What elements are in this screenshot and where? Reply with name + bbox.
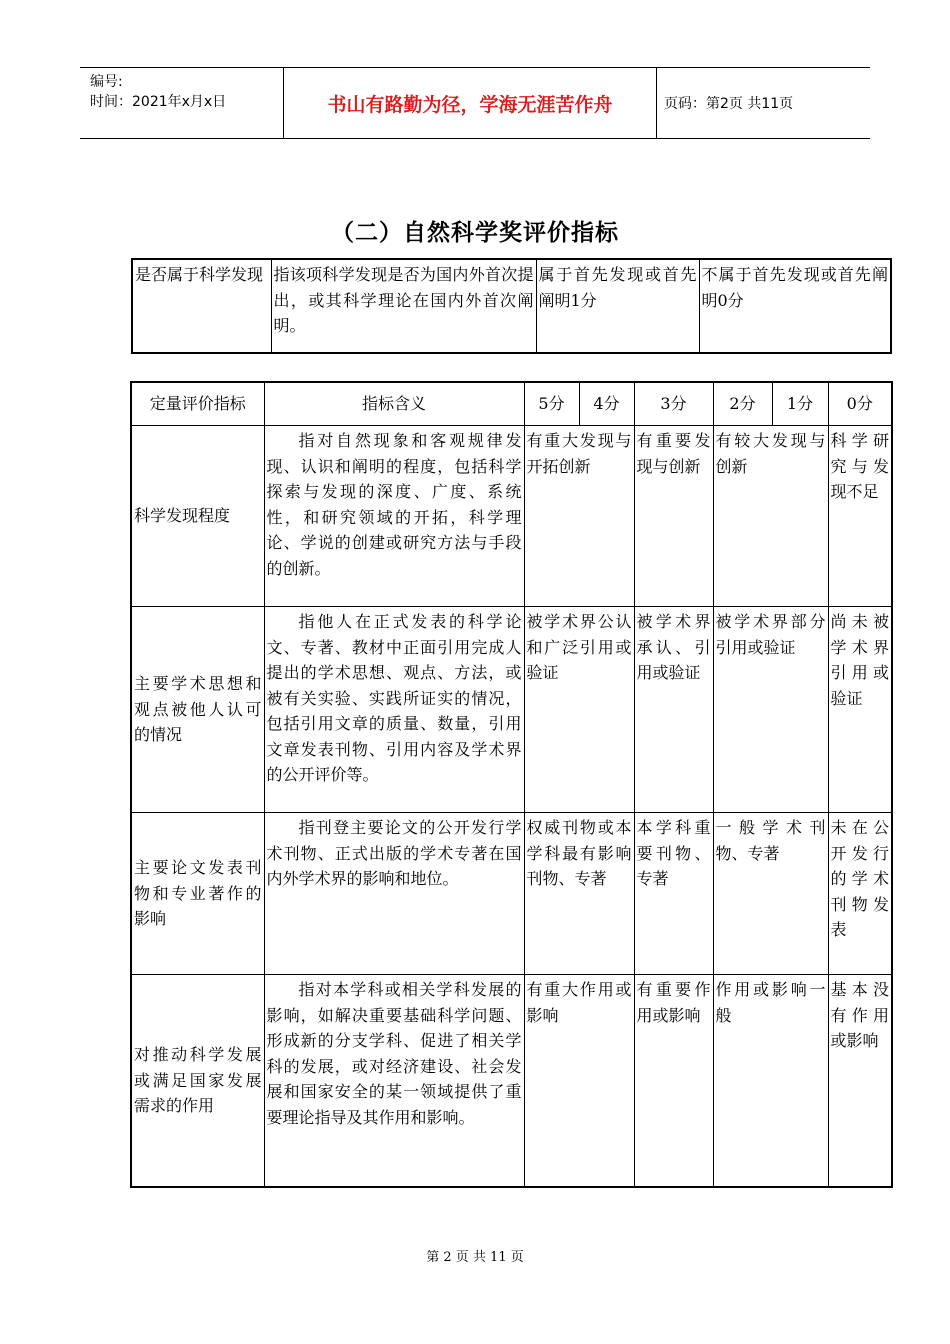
indicator-name: 对推动科学发展或满足国家发展需求的作用 xyxy=(131,975,264,1188)
qualitative-meaning: 指该项科学发现是否为国内外首次提出，或其科学理论在国内外首次阐明。 xyxy=(271,259,536,353)
header-page-info: 页码：第2页 共11页 xyxy=(664,96,794,112)
header-motto: 书山有路勤为径，学海无涯苦作舟 xyxy=(283,68,657,138)
score-0-cell: 基本没有作用或影响 xyxy=(828,975,892,1188)
header-score-3: 3分 xyxy=(634,382,713,426)
page-footer: 第 2 页 共 11 页 xyxy=(426,1250,524,1265)
date-label: 时间：2021年x月x日 xyxy=(90,94,227,110)
indicator-meaning: 指对自然现象和客观规律发现、认识和阐明的程度，包括科学探索与发现的深度、广度、系统性，和研究领域的开拓，科学理论、学说的创建或研究方法与手段的创新。 xyxy=(264,426,524,607)
table-row xyxy=(131,813,892,975)
qualitative-table xyxy=(131,258,892,354)
table-row xyxy=(131,607,892,813)
score-2-1-cell: 一般学术刊物、专著 xyxy=(713,813,828,975)
score-5-4-cell: 有重大发现与开拓创新 xyxy=(524,426,634,607)
score-2-1-cell: 作用或影响一般 xyxy=(713,975,828,1188)
score-3-cell: 本学科重要刊物、专著 xyxy=(634,813,713,975)
header-score-4: 4分 xyxy=(579,382,634,426)
header-score-1: 1分 xyxy=(772,382,828,426)
table-row xyxy=(131,975,892,1188)
header-indicator: 定量评价指标 xyxy=(131,382,264,426)
indicator-meaning: 指刊登主要论文的公开发行学术刊物、正式出版的学术专著在国内外学术界的影响和地位。 xyxy=(264,813,524,975)
indicator-name: 主要学术思想和观点被他人认可的情况 xyxy=(131,607,264,813)
header-score-2: 2分 xyxy=(713,382,772,426)
score-5-4-cell: 有重大作用或影响 xyxy=(524,975,634,1188)
score-5-4-cell: 权威刊物或本学科最有影响刊物、专著 xyxy=(524,813,634,975)
qualitative-no: 不属于首先发现或首先阐明0分 xyxy=(699,259,891,353)
score-2-1-cell: 被学术界部分引用或验证 xyxy=(713,607,828,813)
qualitative-yes: 属于首先发现或首先阐明1分 xyxy=(536,259,699,353)
quantitative-table xyxy=(130,381,893,1188)
table-row xyxy=(131,426,892,607)
indicator-name: 科学发现程度 xyxy=(131,426,264,607)
score-3-cell: 被学术界承认、引用或验证 xyxy=(634,607,713,813)
header-meta xyxy=(80,68,280,138)
indicator-meaning: 指他人在正式发表的科学论文、专著、教材中正面引用完成人提出的学术思想、观点、方法，或被有关实验、实践所证实的情况，包括引用文章的质量、数量，引用文章发表刊物、引用内容及学术界的公开评价等。 xyxy=(264,607,524,813)
score-0-cell: 未在公开发行的学术刊物发表 xyxy=(828,813,892,975)
qualitative-name: 是否属于科学发现 xyxy=(132,259,271,353)
score-2-1-cell: 有较大发现与创新 xyxy=(713,426,828,607)
header-score-0: 0分 xyxy=(828,382,892,426)
score-0-cell: 尚未被学术界引用或验证 xyxy=(828,607,892,813)
table-header-row xyxy=(131,382,892,426)
score-0-cell: 科学研究与发现不足 xyxy=(828,426,892,607)
indicator-name: 主要论文发表刊物和专业著作的影响 xyxy=(131,813,264,975)
header-score-5: 5分 xyxy=(524,382,579,426)
code-label: 编号: xyxy=(90,74,123,90)
section-title: （二）自然科学奖评价指标 xyxy=(331,220,619,246)
indicator-meaning: 指对本学科或相关学科发展的影响，如解决重要基础科学问题、形成新的分支学科、促进了相关学科的发展，或对经济建设、社会发展和国家安全的某一领域提供了重要理论指导及其作用和影响。 xyxy=(264,975,524,1188)
header-meaning: 指标含义 xyxy=(264,382,524,426)
score-3-cell: 有重要发现与创新 xyxy=(634,426,713,607)
page-header xyxy=(80,67,870,139)
score-3-cell: 有重要作用或影响 xyxy=(634,975,713,1188)
score-5-4-cell: 被学术界公认和广泛引用或验证 xyxy=(524,607,634,813)
